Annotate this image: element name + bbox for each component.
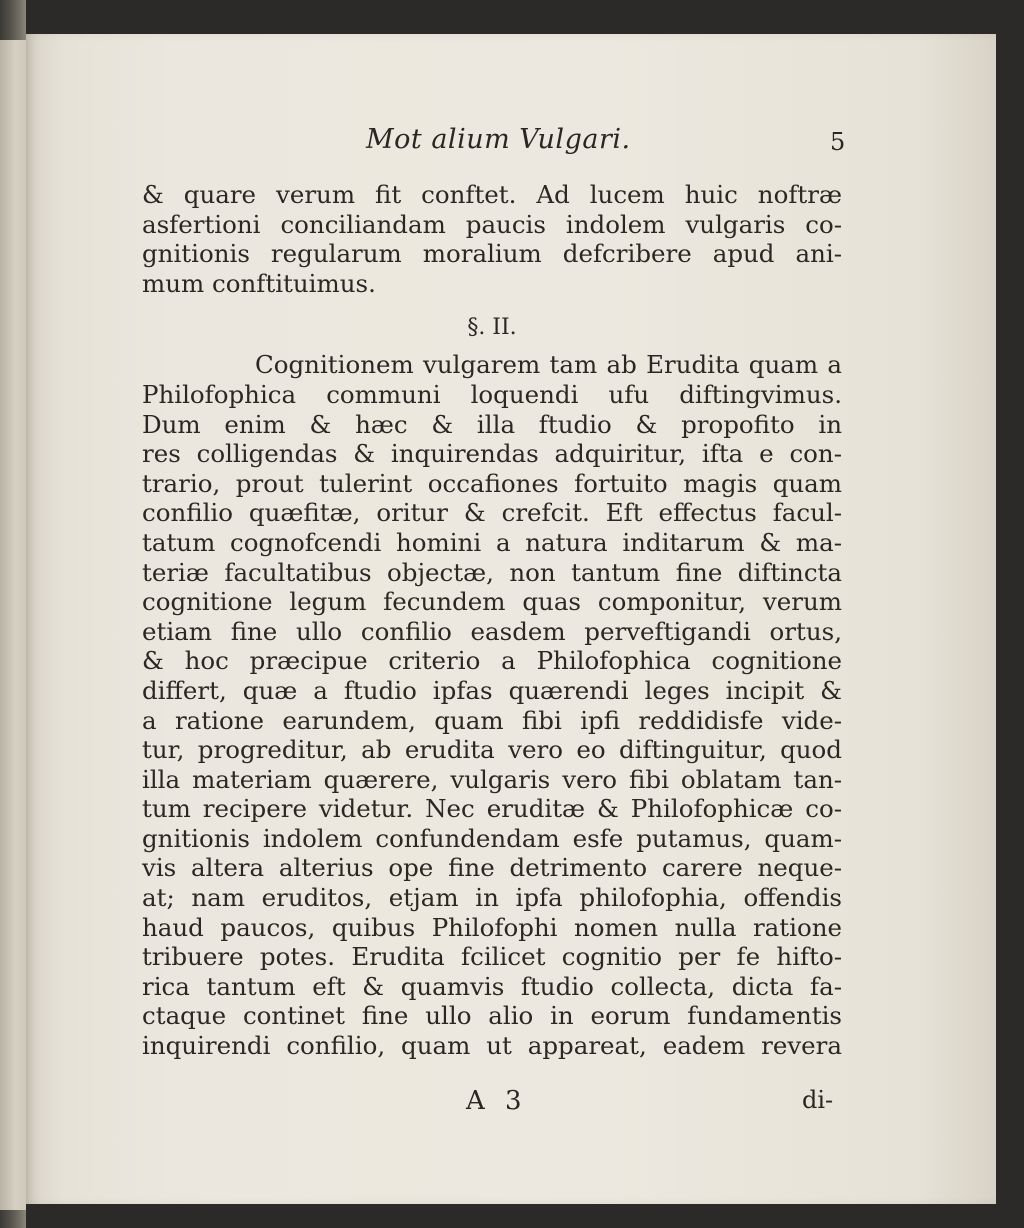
- text-line: gnitionis regularum moralium defcribere apud ani-: [142, 239, 842, 269]
- page-number: 5: [830, 128, 846, 156]
- text-line: res colligendas & inquirendas adquiritur, ifta e con-: [142, 439, 842, 469]
- section-heading: §. II.: [467, 315, 517, 341]
- text-line: tum recipere videtur. Nec eruditæ & Philofophicæ co-: [142, 794, 842, 824]
- body-text: [142, 180, 842, 1061]
- book-page: [26, 34, 996, 1204]
- text-line: tribuere potes. Erudita fcilicet cognitio per fe hifto-: [142, 942, 842, 972]
- running-title: Mot alium Vulgari.: [366, 124, 631, 155]
- text-line: teriæ facultatibus objectæ, non tantum fine diftincta: [142, 557, 842, 587]
- text-line: differt, quæ a ftudio ipfas quærendi leges incipit &: [142, 675, 842, 705]
- text-line: asfertioni conciliandam paucis indolem vulgaris co-: [142, 209, 842, 239]
- text-line: confilio quæfitæ, oritur & crefcit. Eft effectus facul-: [142, 498, 842, 528]
- text-line: & hoc præcipue criterio a Philofophica cognitione: [142, 646, 842, 676]
- text-line: inquirendi confilio, quam ut appareat, eadem revera: [142, 1031, 842, 1061]
- text-line: tur, progreditur, ab erudita vero eo diftinguitur, quod: [142, 735, 842, 765]
- scan-background: [996, 0, 1024, 1228]
- text-line: rica tantum eft & quamvis ftudio collecta, dicta fa-: [142, 971, 842, 1001]
- text-line: vis altera alterius ope fine detrimento carere neque-: [142, 853, 842, 883]
- text-line: Philofophica communi loquendi ufu diftingvimus.: [142, 379, 842, 409]
- page-footer: [26, 1086, 996, 1122]
- signature-mark: A 3: [466, 1086, 528, 1116]
- previous-page-edge: [0, 40, 26, 1210]
- text-line: haud paucos, quibus Philofophi nomen nulla ratione: [142, 912, 842, 942]
- text-line: trario, prout tulerint occafiones fortuito magis quam: [142, 468, 842, 498]
- catchword: di-: [802, 1086, 834, 1114]
- text-line: Dum enim & hæc & illa ftudio & propofito in: [142, 409, 842, 439]
- text-line: cognitione legum fecundem quas componitur, verum: [142, 587, 842, 617]
- text-line: ctaque continet fine ullo alio in eorum fundamentis: [142, 1001, 842, 1031]
- text-line: mum conftituimus.: [142, 268, 376, 298]
- text-line: gnitionis indolem confundendam esfe putamus, quam-: [142, 823, 842, 853]
- text-line: at; nam eruditos, etjam in ipfa philofophia, offendis: [142, 883, 842, 913]
- text-line: illa materiam quærere, vulgaris vero fibi oblatam tan-: [142, 764, 842, 794]
- text-line: & quare verum fit conftet. Ad lucem huic noftræ: [142, 180, 842, 209]
- text-line: tatum cognofcendi homini a natura inditarum & ma-: [142, 527, 842, 557]
- text-line: a ratione earundem, quam fibi ipfi reddidisfe vide-: [142, 705, 842, 735]
- text-line: etiam fine ullo confilio easdem perveftigandi ortus,: [142, 616, 842, 646]
- page-header: [26, 124, 996, 164]
- text-line: Cognitionem vulgarem tam ab Erudita quam a: [255, 350, 842, 380]
